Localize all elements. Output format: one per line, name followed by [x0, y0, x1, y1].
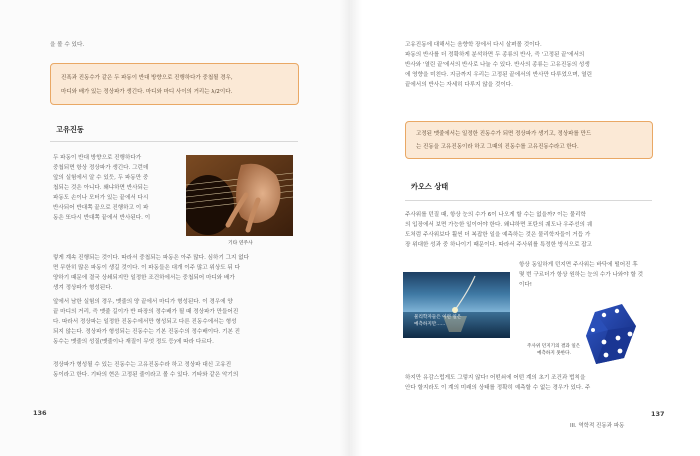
right-callout-line-1: 고정된 맷줄에서는 일정한 진동수가 되면 정상파가 생기고, 정상파를 만드 [416, 131, 592, 137]
right-para-2-full [405, 210, 655, 250]
left-para-2 [53, 297, 303, 347]
right-page-number: 137 [651, 410, 665, 418]
text-line: 끝에서의 반사는 자세히 다루지 않을 것이다. [405, 82, 513, 88]
text-line: 생겨 정상파가 형성된다. [53, 285, 113, 291]
right-section-rule [405, 200, 652, 201]
text-line: 되지 않는다. 정상파가 형성되는 진동수는 기본 진동수의 정수배이다. 기본 진 [53, 329, 241, 335]
text-line: 정상파가 형성될 수 있는 진동수는 고유진동수라 하고 정상파 대신 고유진 [53, 362, 232, 368]
text-line: 반사되어 반대쪽 끝으로 진행하고 이 파 [53, 205, 149, 211]
text-line: 주사위를 던질 때, 항상 눈의 수가 6이 나오게 할 수는 없을까? 이는 물리학 [405, 212, 586, 218]
right-para-3 [405, 373, 655, 393]
text-line: 안다 할지라도 이 계의 미래의 상태를 정확히 예측할 수 없는 경우가 있다. 주 [405, 385, 591, 391]
right-callout-line-2: 는 진동을 고유진동이라 하고 그때의 진동수를 고유진동수라고 한다. [416, 144, 579, 150]
left-page-number: 136 [33, 409, 47, 417]
text-line: 파동의 반사를 더 정확하게 분석하면 두 종류의 반사, 즉 '고정된 끝'에서의 [405, 52, 585, 58]
text-line: 앞에서 남한 실험의 경우, 맷줄의 양 끝에서 마디가 형성된다. 이 경우에 양 [53, 299, 233, 305]
text-line: 도처럼 주사위보다 훨씬 더 복잡한 일을 예측하는 것은 물리학자들이 거듭 가 [405, 232, 591, 238]
text-line: 다. 따라서 정상파는 일정한 진동수에서만 형성되고 다른 진동수에서는 형성 [53, 319, 237, 325]
text-line: 두 파동이 반대 방향으로 진행하다가 [53, 155, 142, 161]
text-line: 렇게 계속 진행되는 것이다. 따라서 중첩되는 파동은 아주 많다. 심하기 그지 없다 [53, 255, 250, 261]
text-line: 동이라고 한다. 기타의 현은 고정된 줄이라고 볼 수 있다. 기타와 같은 악기의 [53, 372, 239, 378]
text-line: 하지만 유감스럽게도 그렇지 않다! 어떤쇠에 어떤 계의 초기 조건과 법칙을 [405, 375, 586, 381]
sea-label-line-1: 물리학자들은 이런 일은 [414, 315, 462, 320]
text-line: 고유진동에 대해서는 음향학 장에서 다시 살펴볼 것이다. [405, 42, 542, 48]
left-para-3 [53, 360, 303, 380]
left-callout-box [50, 63, 299, 105]
right-para-2-wrap [519, 260, 659, 290]
text-line: 파동도 손이나 모터가 있는 끝에서 다시 [53, 195, 149, 201]
text-line: 앞의 실험에서 알 수 있듯, 두 파동만 중 [53, 175, 149, 181]
text-line: 항상 동일하게 던지면 주사위는 바닥에 떨어진 후 [519, 262, 638, 268]
sea-label-line-2: 예측하지만…… [414, 322, 446, 327]
text-line: 에 영향을 미친다. 지금까지 우리는 고정된 끝에서의 반사만 다루었으며, 열린 [405, 72, 593, 78]
text-line: 동수는 맷줄의 성질(맷줄이나 재질이 무엇 정도 등)에 따라 다르다. [53, 339, 214, 345]
text-line: 반사와 '열린 끝'에서의 반사로 나눌 수 있다. 반사의 종류는 고유진동의 성생 [405, 62, 590, 68]
text-line: 끝 마디의 거리, 즉 맷줄 길이가 반 파장의 정수배가 될 때 정상파가 만들어진 [53, 309, 239, 315]
guitar-photo-caption: 기타 연주사 [228, 241, 253, 246]
right-section-title: 카오스 상태 [411, 182, 449, 191]
left-top-line: 을 볼 수 있다. [50, 42, 85, 48]
dice-illustration [560, 300, 640, 370]
text-line: 첩되는 것은 아니다. 왜냐하면 반사되는 [53, 185, 149, 191]
text-line: 의 입장에서 보면 가능한 일이어야 한다. 왜냐하면 포탄의 궤도나 우주선의 궤 [405, 222, 593, 228]
left-callout-line-2: 마디와 배가 있는 정상파가 생긴다. 마디와 마디 사이의 거리는 λ/2이다. [61, 89, 233, 95]
dice-label-line-2: 예측하지 못한다. [537, 351, 571, 356]
left-para-1-full [53, 253, 303, 293]
text-line: 동은 또다시 반대쪽 끝에서 반사된다. 이 [53, 215, 151, 221]
left-para-1-wrap [53, 153, 183, 223]
text-line: 양하기 때문에 결국 상쇄되지만 일정한 조건하에서는 중첩되어 마디와 배가 [53, 275, 235, 281]
left-callout-line-1: 진폭과 진동수가 같은 두 파동이 반대 방향으로 진행하다가 중첩될 경우, [61, 75, 233, 81]
text-line: 면 무한히 많은 파동이 생길 것이다. 이 파동들은 대개 이주 많고 위상도 뒤 다 [53, 265, 241, 271]
left-section-rule [50, 141, 298, 142]
text-line: 이다! [519, 282, 533, 288]
text-line: 몇 번 구르더가 항상 원하는 눈의 수가 나와야 할 것 [519, 272, 644, 278]
text-line: 중첩되면 항상 정상파가 생긴다. 그런데 [53, 165, 149, 171]
right-para-1 [405, 40, 655, 90]
guitar-photo [186, 155, 293, 236]
book-gutter [340, 0, 362, 456]
right-footer-chapter: III. 역학적 진동과 파동 [570, 423, 625, 429]
left-section-title: 고유진동 [56, 125, 84, 134]
text-line: 장 위대한 성과 중 하나이기 때문이다. 따라서 주사위를 특정한 방식으로 잡고 [405, 242, 593, 248]
dice-label-line-1: 주사위 던지기의 결과 일은 [527, 344, 581, 349]
sea-rocket-photo [403, 272, 510, 338]
right-callout-box [405, 121, 653, 159]
